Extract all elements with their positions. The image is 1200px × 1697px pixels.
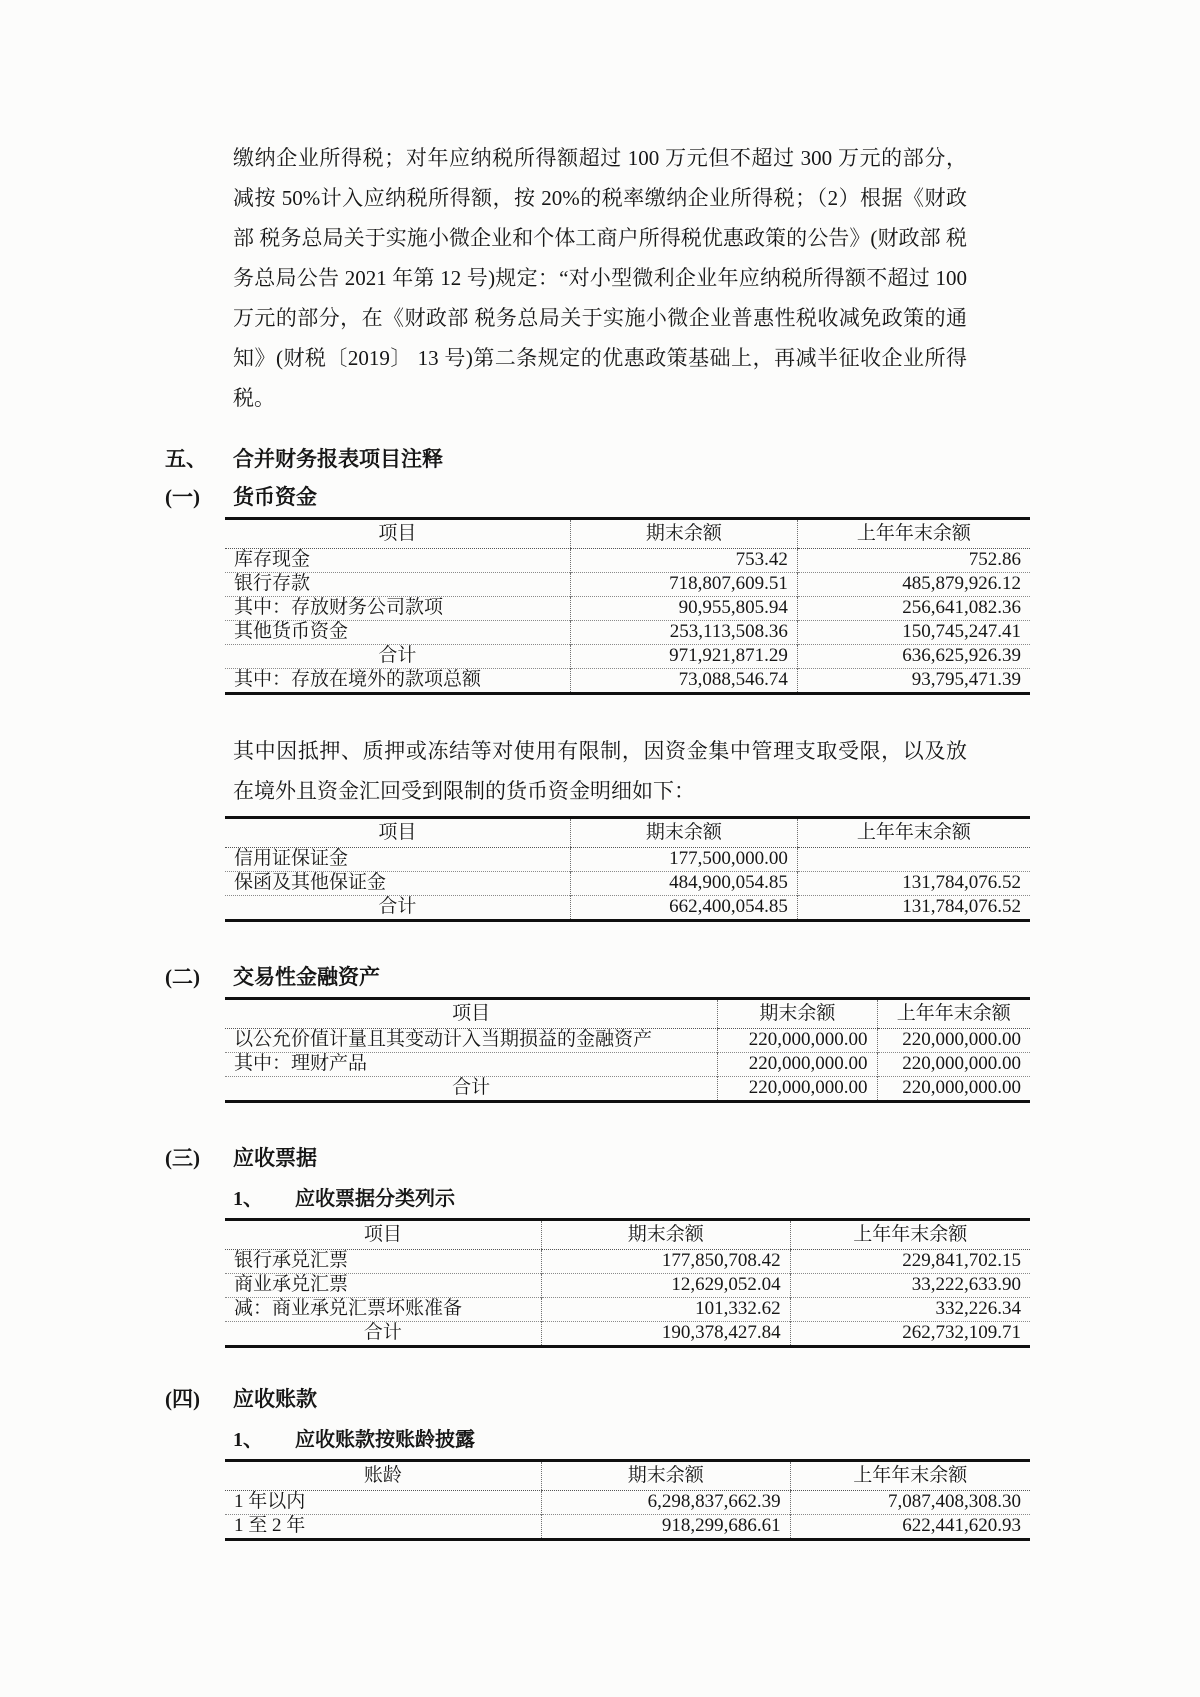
- row-value: 484,900,054.85: [570, 872, 797, 896]
- column-header: 项目: [225, 818, 570, 848]
- row-value: 131,784,076.52: [797, 896, 1030, 921]
- row-value: 332,226.34: [790, 1298, 1030, 1322]
- row-value: 485,879,926.12: [797, 573, 1030, 597]
- row-value: 622,441,620.93: [790, 1515, 1030, 1540]
- row-label: 银行承兑汇票: [234, 1250, 349, 1271]
- column-header: 期末余额: [718, 999, 877, 1029]
- section-heading-5-2: [165, 962, 1200, 992]
- row-value: 918,299,686.61: [541, 1515, 790, 1540]
- row-value: 90,955,805.94: [570, 597, 797, 621]
- column-header: 期末余额: [541, 1220, 790, 1250]
- row-value: 220,000,000.00: [877, 1077, 1030, 1102]
- table-row: [225, 896, 1030, 921]
- section-number: (三): [165, 1146, 200, 1170]
- row-value: 229,841,702.15: [790, 1250, 1030, 1274]
- row-label: 库存现金: [234, 549, 311, 570]
- row-label: 1 年以内: [234, 1491, 306, 1512]
- row-label: 其中：存放财务公司款项: [225, 597, 570, 621]
- table-row: [225, 1053, 1030, 1077]
- section-heading-5-1: [165, 482, 1200, 512]
- table-header-row: [225, 999, 1030, 1029]
- section-number: (四): [165, 1387, 200, 1411]
- row-label: 商业承兑汇票: [225, 1274, 541, 1298]
- section-title: 交易性金融资产: [233, 965, 380, 989]
- column-header: 项目: [225, 519, 570, 549]
- table-header-row: [225, 818, 1030, 848]
- intro-paragraph: 缴纳企业所得税；对年应纳税所得额超过 100 万元但不超过 300 万元的部分，减按 50%计入应纳税所得额，按 20%的税率缴纳企业所得税；（2）根据《财政部 税务总局关于实施小微企业和个体工商户所得税优惠政策的公告》(财政部 税务总局公告 2021 年第 12 号)规定：“对小型微利企业年应纳税所得额不超过 100 万元的部分，在《财政部 税务总局关于实施小微企业普惠性税收减免政策的通知》(财税〔2019〕 13 号)第二条规定的优惠政策基础上，再减半征收企业所得税。: [233, 146, 967, 410]
- section-title: 货币资金: [233, 485, 317, 509]
- row-value: 220,000,000.00: [877, 1053, 1030, 1077]
- row-value: 752.86: [797, 549, 1030, 573]
- table-row: [225, 848, 1030, 872]
- table-row: [225, 1298, 1030, 1322]
- row-value: 33,222,633.90: [790, 1274, 1030, 1298]
- notes-receivable-table: [225, 1218, 1030, 1348]
- section-title: 应收票据: [233, 1146, 317, 1170]
- section-heading-5-4: [165, 1384, 1200, 1414]
- column-header: 上年年末余额: [797, 519, 1030, 549]
- row-value: 971,921,871.29: [570, 645, 797, 669]
- subsection-heading-5-3-1: [233, 1185, 1200, 1213]
- row-label: 信用证保证金: [234, 848, 349, 869]
- row-value: 256,641,082.36: [797, 597, 1030, 621]
- column-header: 项目: [225, 999, 718, 1029]
- row-label: 其中：存放在境外的款项总额: [225, 669, 570, 694]
- row-value: [797, 848, 1030, 872]
- table-row: [225, 1515, 1030, 1540]
- table-row: [225, 669, 1030, 694]
- column-header: 上年年末余额: [790, 1461, 1030, 1491]
- row-label: 合计: [225, 896, 570, 921]
- table-header-row: [225, 1220, 1030, 1250]
- monetary-funds-table: [225, 517, 1030, 695]
- section-number: 五、: [165, 447, 207, 471]
- column-header: 上年年末余额: [877, 999, 1030, 1029]
- row-value: 6,298,837,662.39: [541, 1491, 790, 1515]
- table-row: [225, 872, 1030, 896]
- column-header: 期末余额: [570, 818, 797, 848]
- row-value: 131,784,076.52: [797, 872, 1030, 896]
- table-row: [225, 1077, 1030, 1102]
- subsection-title: 应收账款按账龄披露: [295, 1429, 475, 1451]
- restricted-note-paragraph: 其中因抵押、质押或冻结等对使用有限制，因资金集中管理支取受限，以及放在境外且资金汇回受到限制的货币资金明细如下：: [233, 739, 967, 803]
- section-number: (二): [165, 965, 200, 989]
- row-value: 753.42: [570, 549, 797, 573]
- table-row: [225, 1274, 1030, 1298]
- row-value: 220,000,000.00: [718, 1029, 877, 1053]
- column-header: 期末余额: [570, 519, 797, 549]
- table-row: [225, 1491, 1030, 1515]
- row-label: 其他货币资金: [225, 621, 570, 645]
- table-row: [225, 549, 1030, 573]
- row-value: 190,378,427.84: [541, 1322, 790, 1347]
- row-label: 以公允价值计量且其变动计入当期损益的金融资产: [234, 1029, 653, 1050]
- restricted-funds-table: [225, 816, 1030, 922]
- section-title: 应收账款: [233, 1387, 317, 1411]
- row-value: 220,000,000.00: [877, 1029, 1030, 1053]
- section-heading-5-3: [165, 1143, 1200, 1173]
- row-label: 其中：理财产品: [225, 1053, 718, 1077]
- column-header: 期末余额: [541, 1461, 790, 1491]
- row-label: 合计: [225, 1077, 718, 1102]
- row-value: 93,795,471.39: [797, 669, 1030, 694]
- row-value: 73,088,546.74: [570, 669, 797, 694]
- row-value: 220,000,000.00: [718, 1077, 877, 1102]
- row-label: 合计: [225, 645, 570, 669]
- table-row: [225, 645, 1030, 669]
- table-row: [225, 621, 1030, 645]
- table-header-row: [225, 519, 1030, 549]
- table-row: [225, 1250, 1030, 1274]
- row-label: 保函及其他保证金: [225, 872, 570, 896]
- section-title: 合并财务报表项目注释: [233, 447, 443, 471]
- subsection-number: 1、: [233, 1188, 263, 1210]
- column-header: 项目: [225, 1220, 541, 1250]
- row-label: 1 至 2 年: [225, 1515, 541, 1540]
- row-value: 12,629,052.04: [541, 1274, 790, 1298]
- row-label: 银行存款: [225, 573, 570, 597]
- row-label: 合计: [225, 1322, 541, 1347]
- table-row: [225, 597, 1030, 621]
- trading-assets-table: [225, 997, 1030, 1103]
- row-value: 177,500,000.00: [570, 848, 797, 872]
- row-value: 718,807,609.51: [570, 573, 797, 597]
- row-value: 253,113,508.36: [570, 621, 797, 645]
- column-header: 上年年末余额: [797, 818, 1030, 848]
- table-row: [225, 1322, 1030, 1347]
- table-row: [225, 573, 1030, 597]
- subsection-title: 应收票据分类列示: [295, 1188, 455, 1210]
- row-value: 636,625,926.39: [797, 645, 1030, 669]
- row-value: 662,400,054.85: [570, 896, 797, 921]
- table-header-row: [225, 1461, 1030, 1491]
- accounts-receivable-aging-table: [225, 1459, 1030, 1541]
- row-value: 177,850,708.42: [541, 1250, 790, 1274]
- section-heading-5: [165, 444, 1200, 474]
- row-value: 101,332.62: [541, 1298, 790, 1322]
- row-value: 262,732,109.71: [790, 1322, 1030, 1347]
- table-row: [225, 1029, 1030, 1053]
- subsection-number: 1、: [233, 1429, 263, 1451]
- column-header: 账龄: [225, 1461, 541, 1491]
- row-value: 220,000,000.00: [718, 1053, 877, 1077]
- section-number: (一): [165, 485, 200, 509]
- row-value: 7,087,408,308.30: [790, 1491, 1030, 1515]
- column-header: 上年年末余额: [790, 1220, 1030, 1250]
- row-label: 减：商业承兑汇票坏账准备: [225, 1298, 541, 1322]
- row-value: 150,745,247.41: [797, 621, 1030, 645]
- subsection-heading-5-4-1: [233, 1426, 1200, 1454]
